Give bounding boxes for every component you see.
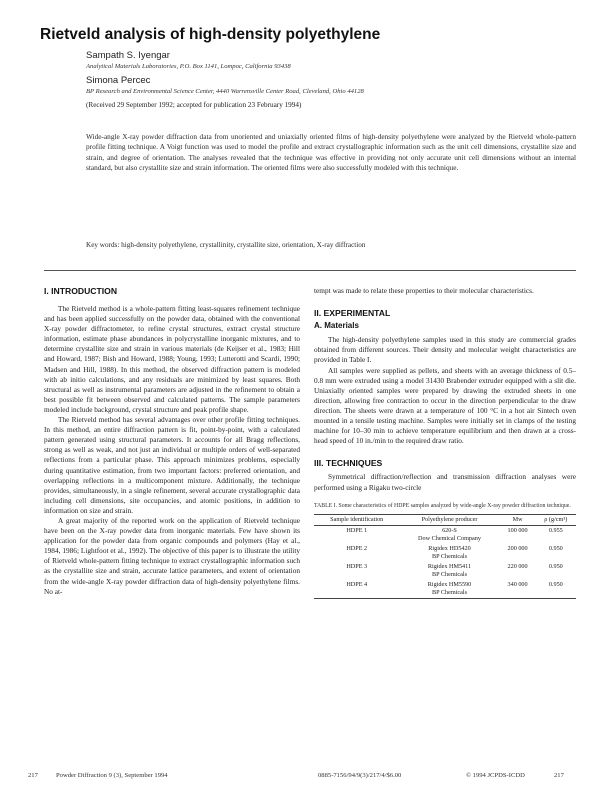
table-row [314, 580, 576, 599]
intro-paragraph-1: The Rietveld method is a whole-pattern fitting least-squares refinement technique and has been applied successfully on the powder data, obtained with the conventional X-ray powder diffractometer, to refine crystal structures, extract crystal structure information, estimate phase abundances in polycrystalline inorganic mixtures, and to determine crystallite size and strain in various materials (de Keijser et al., 1983; Hill and Howard, 1987; Bish and Howard, 1988; Young, 1993; Lutterotti and Scardi, 1990; Madsen and Hill, 1988). In this method, the observed diffraction pattern is modeled with ab initio calculations, and any residuals are minimized by least squares. Both structural as well as instrumental parameters are adjusted in the refinement to obtain a best possible fit between observed and calculated patterns. The sample parameters modeled include background, crystal structure and peak profile shape. [44, 304, 300, 414]
author-2-affiliation: BP Research and Environmental Science Center, 4440 Warrensville Center Road, Cleveland, Ohio 44128 [86, 88, 364, 95]
table-cell-density: 0.950 [548, 544, 563, 552]
right-column-body [314, 286, 576, 599]
keywords: Key words: high-density polyethylene, crystallinity, crystallite size, orientation, X-ray diffraction [86, 241, 366, 249]
author-1-affiliation: Analytical Materials Laboratories, P.O. Box 1141, Lompoc, California 93438 [86, 63, 291, 70]
section-heading-introduction: I. INTRODUCTION [44, 286, 118, 296]
table-cell-sample: HDPE 2 [346, 544, 368, 552]
abstract: Wide-angle X-ray powder diffraction data from unoriented and uniaxially oriented films of high-density polyethylene were analyzed by the Rietveld whole-pattern profile fitting technique. A Voigt function was used to model the profile and extract crystallographic information such as the unit cell dimensions, crystallite size and strain, and degree of orientation. The analyses revealed that the technique was effective in providing not only accurate unit cell dimensions without an internal standard, but also crystallite size and strain information. The oriented films were also successfully modeled with this technique. [86, 132, 576, 173]
table-row [314, 562, 576, 580]
table-header-mw: Mw [500, 514, 536, 525]
section-heading-techniques: III. TECHNIQUES [314, 458, 383, 469]
footer-copyright: © 1994 JCPDS-ICDD [466, 772, 525, 779]
table-caption: TABLE I. Some characteristics of HDPE samples analyzed by wide-angle X-ray powder diffraction technique. [314, 502, 571, 509]
paper-title: Rietveld analysis of high-density polyethylene [40, 26, 381, 43]
intro-continuation: tempt was made to relate these properties to their molecular characteristics. [314, 286, 534, 295]
table-cell-producer: 620-S Dow Chemical Company [418, 526, 481, 542]
table-cell-density: 0.955 [548, 526, 563, 534]
footer-page-number-right: 217 [554, 772, 564, 779]
table-cell-producer: Rigidex HM5590 BP Chemicals [399, 580, 499, 599]
table-cell-sample: HDPE 3 [346, 562, 368, 570]
materials-paragraph-2: All samples were supplied as pellets, and sheets with an average thickness of 0.5–0.8 mm were extruded using a model 31430 Brabender extruder equipped with a slit die. Uniaxially oriented samples were prepared by drawing the extruded sheets in one direction, allowing free contraction to occur in the direction perpendicular to the draw direction. The sheets were drawn at a temperature of 100 °C in a hot air Sintech oven mounted in a tensile testing machine. Samples were initially set in clamps of the testing machine for 10–30 min to achieve temperature equilibrium and then drawn at a cross-head speed of 10 in./min to the required draw ratio. [314, 365, 576, 446]
table-cell-sample: HDPE 1 [346, 526, 368, 534]
materials-paragraph-1: The high-density polyethylene samples used in this study are commercial grades obtained from different sources. Their density and molecular weight characteristics are provided in Table I. [314, 335, 576, 365]
footer-issn: 0885-7156/94/9(3)/217/4/$6.00 [318, 772, 402, 779]
author-2-name: Simona Percec [86, 75, 151, 86]
footer-page-number-left: 217 [28, 772, 38, 779]
table-row [314, 544, 576, 562]
section-heading-experimental: II. EXPERIMENTAL [314, 308, 391, 319]
table-cell-mw: 340 000 [500, 580, 536, 599]
techniques-paragraph: Symmetrical diffraction/reflection and transmission diffraction analyses were performed using a Rigaku two-circle [314, 472, 576, 492]
table-cell-density: 0.950 [548, 562, 563, 570]
table-cell-density: 0.950 [536, 580, 576, 599]
table-cell-sample: HDPE 4 [314, 580, 399, 599]
table-header-sample: Sample identification [314, 514, 399, 525]
table-header-producer: Polyethylene producer [399, 514, 499, 525]
table-cell-producer: Rigidex HM5411 BP Chemicals [427, 562, 472, 578]
footer-journal: Powder Diffraction 9 (3), September 1994 [56, 772, 168, 779]
intro-paragraph-2: The Rietveld method has several advantages over other profile fitting techniques. In this method, an entire diffraction pattern is fit, point-by-point, with a calculated pattern generated using structural parameters. It accounts for all Bragg reflections, strong as well as weak, and not just an individual or multiple orders of well-separated reflections from a particular phase. This approach minimizes problems, especially during quantitative estimation, from two important factors: preferred orientation, and overlapping reflections in a multicomponent mixture. Additionally, the technique provides, simultaneously, in a single refinement, several accurate crystallographic data including cell dimensions, site occupancies, and atomic positions, in addition to information on size and strain. [44, 415, 300, 515]
intro-paragraph-3: A great majority of the reported work on the application of Rietveld technique have been on the X-ray powder data from inorganic materials. Few have shown its application for the powder data from organic compounds and polymers (Hay et al., 1984, 1986; Lightfoot et al., 1992). The objective of this paper is to illustrate the utility of Rietveld whole-pattern fitting technique to extract crystallographic information such as the crystallite size and strain, accurate lattice parameters, and extent of orientation from the wide-angle X-ray powder diffraction data of high-density polyethylene films. No at- [44, 515, 300, 596]
table-cell-mw: 220 000 [507, 562, 528, 570]
subsection-heading-materials: A. Materials [314, 321, 359, 331]
author-1-name: Sampath S. Iyengar [86, 50, 170, 61]
materials-table [314, 514, 576, 599]
header-divider [44, 270, 576, 271]
table-cell-mw: 200 000 [507, 544, 528, 552]
received-dates: (Received 29 September 1992; accepted for publication 23 February 1994) [86, 101, 302, 109]
table-cell-mw: 100 000 [507, 526, 528, 534]
table-header-density: ρ (g/cm³) [536, 514, 576, 525]
left-column-body [44, 304, 300, 597]
table-row [314, 525, 576, 544]
table-cell-producer: Rigidex HD5420 BP Chemicals [428, 544, 471, 560]
